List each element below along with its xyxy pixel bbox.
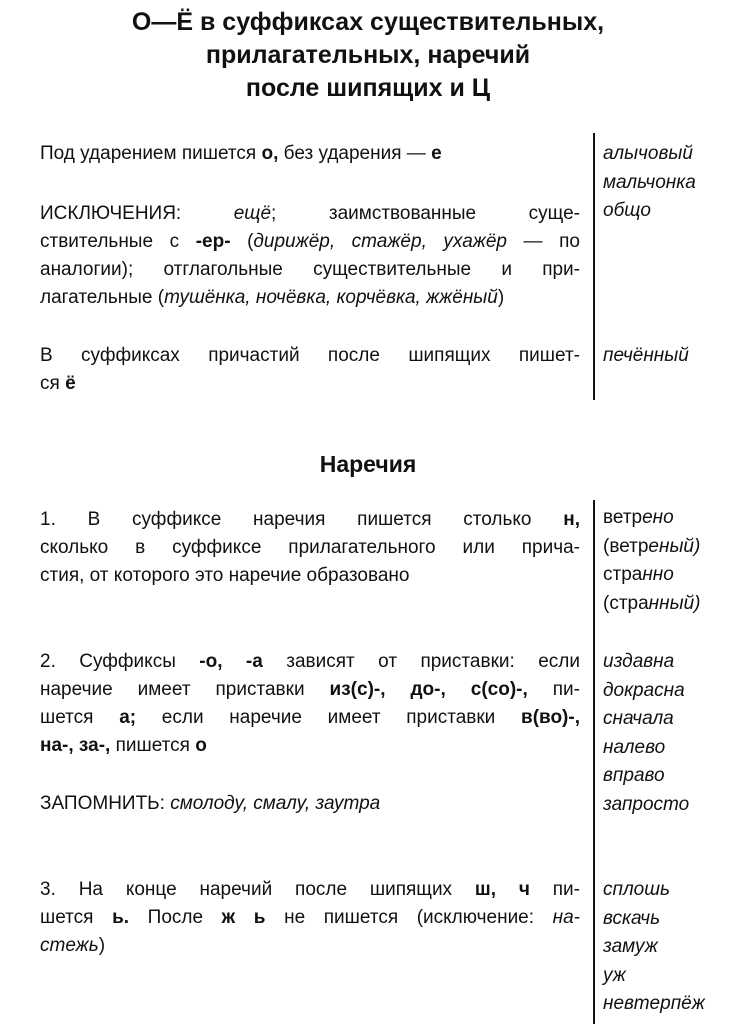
example-word: запросто (603, 793, 690, 815)
rule-stress: Под ударением пишется о, без ударения — е (40, 143, 442, 164)
rule-soft-sign: 3. На конце наречий после шипящих ш, ч пи- шется ь. После ж ь не пишется (исключение: на- стежь) (40, 879, 580, 956)
exceptions-line-2: ствительные с -ер- (дирижёр, стажёр, ухажёр — по (40, 231, 580, 252)
example-word: невтерпёж (603, 993, 705, 1015)
letter-e: е (431, 143, 442, 164)
example-word: докрасна (603, 679, 685, 701)
example-word: (ветреный) (603, 535, 701, 557)
example-word: сплошь (603, 879, 671, 900)
example-word: (странный) (603, 592, 701, 614)
page-title (0, 6, 736, 105)
example-word: вправо (603, 765, 665, 787)
column-divider-1 (593, 133, 595, 400)
example-word: издавна (603, 651, 675, 672)
rule-adverb-suffix: 2. Суффиксы -о, -а зависят от приставки: если наречие имеет приставки из(с)-, до-, с(со)-, пи- шется а; если наречие имеет приставки в(во)-, на-, за-, пишется о (40, 651, 580, 756)
example-word: алычовый (603, 143, 693, 164)
exceptions-line-4: лагательные (тушёнка, ночёвка, корчёвка, жжёный) (40, 287, 505, 308)
title-line-3: после шипящих и Ц (245, 74, 491, 102)
exceptions-line-1: ИСКЛЮЧЕНИЯ: ещё; заимствованные суще- (40, 203, 580, 224)
exceptions-line-3: аналогии); отглагольные существительные и при- (40, 259, 580, 280)
letter-o: о, (261, 143, 279, 164)
examples-adverb-suffix (603, 648, 689, 820)
example-word: уж (603, 964, 626, 986)
examples-adverb-n (603, 504, 700, 618)
rule-participles: В суффиксах причастий после шипящих пишет- ся ё (40, 345, 580, 394)
title-line-2: прилагательных, наречий (205, 41, 531, 69)
example-word: вскачь (603, 907, 661, 929)
example-word: общо (603, 200, 651, 222)
examples-soft-sign (603, 876, 705, 1019)
example-word: сначала (603, 708, 674, 730)
column-divider-2 (593, 500, 595, 1024)
example-word: печённый (603, 345, 689, 366)
remember-block: ЗАПОМНИТЬ: смолоду, смалу, заутра (40, 793, 381, 814)
example-word: ветрено (603, 507, 674, 528)
example-word: странно (603, 564, 674, 586)
example-word: налево (603, 736, 666, 758)
title-line-1: О—Ё в суффиксах существительных, (131, 8, 605, 36)
example-word: мальчонка (603, 171, 696, 193)
example-word: замуж (603, 936, 658, 958)
section-heading-adverbs: Наречия (319, 451, 417, 477)
rule-adverb-n: 1. В суффиксе наречия пишется столько н, сколько в суффиксе прилагательного или прича- стия, от которого это наречие образовано (40, 509, 580, 586)
exceptions-block (40, 200, 580, 312)
examples-participles (603, 342, 689, 371)
examples-stress (603, 140, 696, 226)
